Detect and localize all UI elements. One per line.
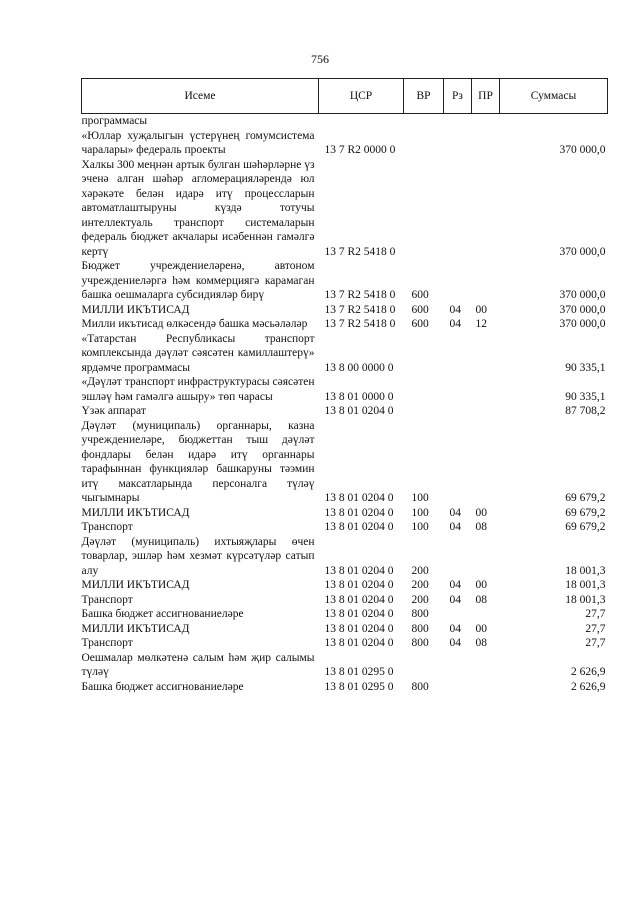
- row-sum: 27,7: [585, 622, 606, 635]
- row-name: Башка бюджет ассигнованиеләре: [81, 680, 244, 693]
- table-row: [82, 593, 608, 608]
- row-sum: 69 679,2: [565, 492, 606, 504]
- page-number: 756: [311, 52, 329, 66]
- row-csr: 13 7 R2 5418 0: [324, 289, 396, 301]
- row-sum: 2 626,9: [571, 666, 606, 678]
- row-sum: [500, 114, 608, 129]
- row-vr: 800: [411, 608, 429, 620]
- row-csr: 13 8 01 0204 0: [324, 608, 394, 620]
- row-sum: 27,7: [585, 608, 606, 620]
- row-rz: 04: [449, 593, 461, 606]
- row-name: Транспорт: [81, 521, 133, 533]
- row-vr: [404, 651, 444, 680]
- column-header-pr: ПР: [472, 79, 500, 114]
- row-name: Транспорт: [81, 637, 133, 649]
- table-row: [82, 578, 608, 593]
- row-rz: [444, 375, 472, 404]
- table-header: [82, 79, 608, 114]
- row-csr: 13 7 R2 5418 0: [324, 318, 396, 330]
- table-row: [82, 129, 608, 158]
- table-body: [82, 114, 608, 695]
- row-vr: 200: [411, 564, 429, 577]
- row-sum: 370 000,0: [559, 289, 606, 301]
- column-header-name: Исеме: [82, 79, 319, 114]
- row-rz: [444, 651, 472, 680]
- table-row: [82, 419, 608, 506]
- row-sum: 18 001,3: [565, 579, 606, 591]
- row-rz: [444, 607, 472, 622]
- row-vr: 600: [411, 289, 429, 301]
- row-rz: 04: [449, 506, 461, 519]
- row-csr: 13 8 01 0295 0: [324, 666, 394, 678]
- row-vr: [404, 375, 444, 404]
- row-sum: 27,7: [585, 637, 606, 649]
- column-header-rz: Рз: [444, 79, 472, 114]
- row-sum: 18 001,3: [565, 564, 606, 577]
- row-pr: 00: [475, 506, 487, 519]
- table-row: [82, 332, 608, 376]
- row-vr: 100: [411, 492, 429, 504]
- row-name: Дәүләт (муниципаль) ихтыяҗлары өчен товарлар, эшләр һәм хезмәт күрсәтүләр сатып алу: [81, 535, 315, 577]
- row-csr: 13 7 R2 0000 0: [324, 144, 396, 156]
- row-vr: [404, 158, 444, 260]
- table-row: [82, 259, 608, 303]
- row-rz: 04: [449, 303, 461, 316]
- row-sum: 370 000,0: [559, 303, 606, 316]
- row-vr: [404, 129, 444, 158]
- row-name: «Юллар хуҗалыгын үстерүнең гомумсистема чаралары» федераль проекты: [81, 129, 315, 156]
- row-pr: 00: [475, 579, 487, 591]
- row-name: Транспорт: [81, 593, 133, 606]
- row-sum: 18 001,3: [565, 593, 606, 606]
- row-rz: 04: [449, 622, 461, 635]
- row-vr: 200: [411, 579, 429, 591]
- row-sum: 90 335,1: [565, 361, 606, 374]
- row-name: МИЛЛИ ИКЪТИСАД: [81, 622, 190, 635]
- table-row: [82, 520, 608, 535]
- row-pr: 00: [475, 622, 487, 635]
- row-csr: 13 8 00 0000 0: [324, 361, 394, 374]
- row-pr: [472, 651, 500, 680]
- table-row: [82, 317, 608, 332]
- table-row: [82, 404, 608, 419]
- row-sum: 87 708,2: [565, 405, 606, 417]
- row-pr: 08: [475, 593, 487, 606]
- row-rz: [444, 114, 472, 129]
- row-csr: 13 8 01 0204 0: [324, 564, 394, 577]
- row-csr: 13 7 R2 5418 0: [324, 303, 396, 316]
- row-pr: [472, 259, 500, 303]
- row-pr: 12: [475, 318, 487, 330]
- row-csr: [319, 114, 404, 129]
- row-csr: 13 8 01 0204 0: [324, 637, 394, 649]
- row-pr: [472, 129, 500, 158]
- row-pr: 08: [475, 637, 487, 649]
- row-vr: 800: [411, 680, 429, 693]
- row-rz: 04: [449, 579, 461, 591]
- table-row: [82, 680, 608, 695]
- table-row: [82, 114, 608, 129]
- table-row: [82, 651, 608, 680]
- row-name: Бюджет учреждениеләренә, автоном учреждениеләргә һәм коммерциягә карамаган башка оешмаларга субсидияләр бирү: [81, 260, 315, 301]
- row-name: Башка бюджет ассигнованиеләре: [81, 608, 244, 620]
- row-sum: 69 679,2: [565, 521, 606, 533]
- table-row: [82, 622, 608, 637]
- row-name: программасы: [81, 115, 148, 127]
- row-sum: 90 335,1: [565, 390, 606, 403]
- row-csr: 13 8 01 0000 0: [324, 390, 394, 403]
- row-sum: 370 000,0: [559, 245, 606, 258]
- row-csr: 13 8 01 0204 0: [324, 506, 394, 519]
- row-vr: [404, 332, 444, 376]
- budget-table: [81, 78, 608, 694]
- row-name: МИЛЛИ ИКЪТИСАД: [81, 506, 190, 519]
- row-rz: 04: [449, 521, 461, 533]
- row-name: «Татарстан Республикасы транспорт комплексында дәүләт сәясәтен камиллаштерү» ярдәмче программасы: [81, 332, 315, 374]
- row-pr: [472, 680, 500, 695]
- row-rz: [444, 404, 472, 419]
- row-csr: 13 8 01 0204 0: [324, 622, 394, 635]
- row-csr: 13 8 01 0204 0: [324, 579, 394, 591]
- row-pr: [472, 419, 500, 506]
- row-vr: 100: [411, 506, 429, 519]
- row-sum: 370 000,0: [559, 144, 606, 156]
- table-row: [82, 303, 608, 318]
- row-csr: 13 8 01 0204 0: [324, 521, 394, 533]
- row-rz: [444, 419, 472, 506]
- row-sum: 2 626,9: [571, 680, 606, 693]
- row-csr: 13 8 01 0295 0: [324, 680, 394, 693]
- row-pr: [472, 535, 500, 579]
- row-pr: [472, 332, 500, 376]
- row-pr: [472, 375, 500, 404]
- row-rz: [444, 332, 472, 376]
- row-pr: 00: [475, 303, 487, 316]
- row-vr: 800: [411, 622, 429, 635]
- row-name: Дәүләт (муниципаль) органнары, казна учреждениеләре, бюджеттан тыш дәүләт фондлары белән идарә итү органнары тарафыннан функцияләр башкаруны тәэмин итү максатларында персоналга түләү чыгымнары: [81, 419, 315, 504]
- row-pr: [472, 114, 500, 129]
- column-header-sum: Суммасы: [500, 79, 608, 114]
- row-rz: [444, 259, 472, 303]
- table-row: [82, 535, 608, 579]
- row-name: «Дәүләт транспорт инфраструктурасы сәясәтен эшләү һәм гамәлгә ашыру» төп чарасы: [81, 376, 315, 403]
- row-vr: 600: [411, 318, 429, 330]
- row-vr: 200: [411, 593, 429, 606]
- row-name: МИЛЛИ ИКЪТИСАД: [81, 579, 190, 591]
- row-name: Халкы 300 меңнән артык булган шәһәрләрне үз эченә алган шәһәр агломерацияләрендә юл хәрәкәте белән идарә итү процессларын автоматлаштыруны күздә тотучы интеллектуаль транспорт системаларын федераль бюджет акчалары исәбеннән гамәлгә кертү: [81, 158, 315, 258]
- row-rz: [444, 680, 472, 695]
- row-name: Оешмалар мөлкәтенә салым һәм җир салымы түләү: [81, 651, 315, 678]
- row-csr: 13 8 01 0204 0: [324, 593, 394, 606]
- row-rz: 04: [449, 318, 461, 330]
- row-pr: [472, 404, 500, 419]
- row-rz: [444, 158, 472, 260]
- row-sum: 370 000,0: [559, 318, 606, 330]
- row-csr: 13 8 01 0204 0: [324, 405, 394, 417]
- row-pr: 08: [475, 521, 487, 533]
- row-rz: [444, 129, 472, 158]
- row-pr: [472, 158, 500, 260]
- row-vr: [404, 404, 444, 419]
- row-csr: 13 8 01 0204 0: [324, 492, 394, 504]
- row-rz: 04: [449, 637, 461, 649]
- row-vr: 600: [411, 303, 429, 316]
- row-name: МИЛЛИ ИКЪТИСАД: [81, 303, 190, 316]
- table-row: [82, 506, 608, 521]
- row-rz: [444, 535, 472, 579]
- table-row: [82, 636, 608, 651]
- row-sum: 69 679,2: [565, 506, 606, 519]
- table-row: [82, 158, 608, 260]
- row-name: Үзәк аппарат: [81, 405, 146, 417]
- table-row: [82, 607, 608, 622]
- row-vr: 100: [411, 521, 429, 533]
- row-vr: [404, 114, 444, 129]
- column-header-vr: ВР: [404, 79, 444, 114]
- row-name: Милли икътисад өлкәсендә башка мәсьәләләр: [81, 318, 308, 330]
- table-row: [82, 375, 608, 404]
- row-vr: 800: [411, 637, 429, 649]
- row-csr: 13 7 R2 5418 0: [324, 245, 396, 258]
- row-pr: [472, 607, 500, 622]
- column-header-csr: ЦСР: [319, 79, 404, 114]
